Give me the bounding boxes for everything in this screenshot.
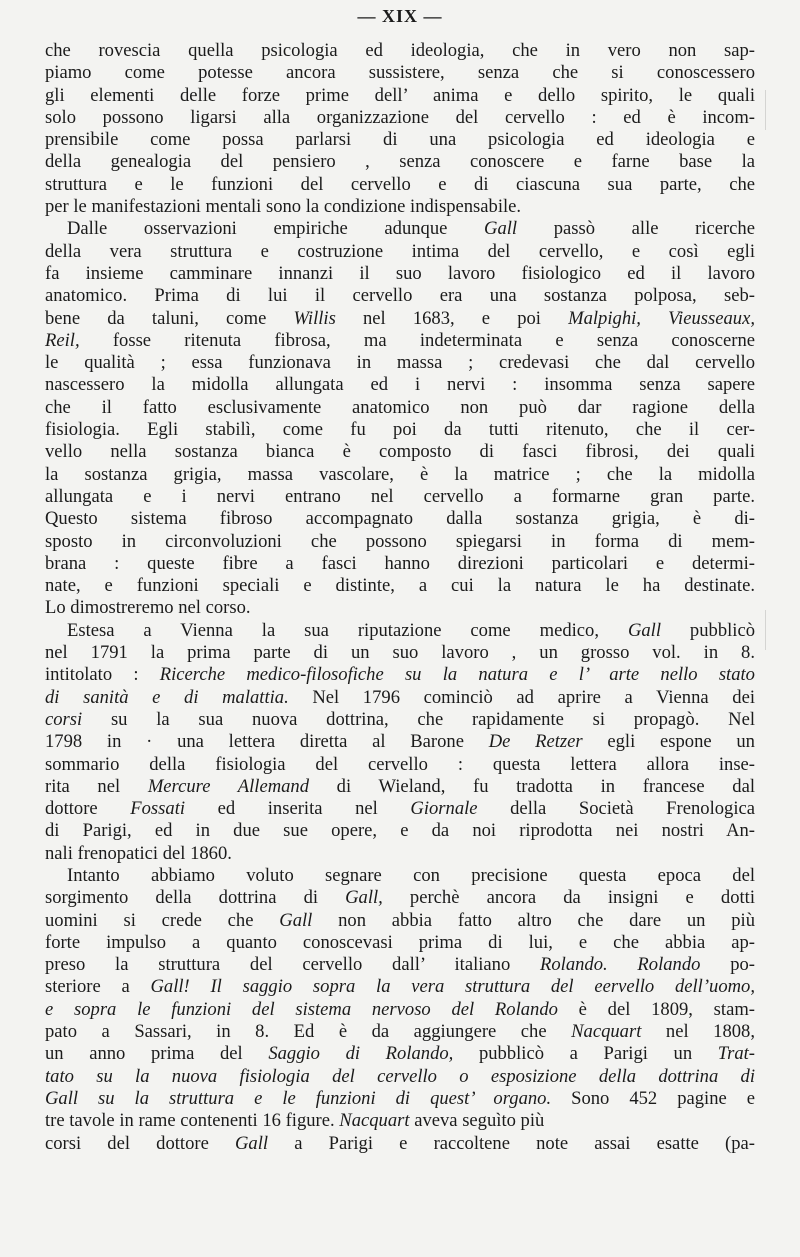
text-segment: corsi del dottore: [45, 1132, 235, 1154]
text-line: [45, 285, 755, 307]
text-line: [45, 174, 755, 196]
text-segment: nate, e funzioni speciali e distinte, a cui la natura le ha destinate.: [45, 575, 755, 597]
text-line: [45, 1043, 755, 1065]
text-line: [45, 754, 755, 776]
italic-segment: Fossati: [130, 798, 186, 820]
text-line: [45, 687, 755, 709]
text-segment: pubblicò a Parigi un: [453, 1043, 718, 1065]
text-line: [45, 1066, 755, 1088]
text-line: [45, 107, 755, 129]
text-segment: aveva seguìto più: [409, 1110, 545, 1132]
italic-segment: Nacquart: [571, 1021, 642, 1043]
italic-segment: Ricerche medico-filosofiche su la natura e l’ arte nello stato: [159, 664, 755, 686]
text-line: [45, 241, 755, 263]
text-line: [45, 397, 755, 419]
text-segment: passò alle ricerche: [517, 218, 755, 240]
text-line: [45, 798, 755, 820]
text-segment: dottore: [45, 798, 131, 820]
text-line: [45, 999, 755, 1021]
italic-segment: Gall: [627, 619, 661, 641]
text-segment: che rovescia quella psicologia ed ideologia, che in vero non sap-: [45, 40, 755, 61]
text-segment: po-: [700, 954, 755, 976]
text-segment: fosse ritenuta fibrosa, ma indeterminata e senza conoscerne: [79, 329, 755, 351]
text-segment: nascessero la midolla allungata ed i nervi : insomma senza sapere: [45, 374, 755, 396]
italic-segment: corsi: [45, 708, 83, 730]
text-line: [45, 464, 755, 486]
text-segment: brana : queste fibre a fasci hanno direzioni particolari e determi-: [45, 552, 755, 574]
text-line: [45, 85, 755, 107]
italic-segment: Gall su la struttura e le funzioni di quest’ organo.: [45, 1087, 552, 1109]
text-segment: allungata e i nervi entrano nel cervello a formarne gran parte.: [45, 485, 755, 507]
italic-segment: Mercure Allemand: [147, 775, 310, 797]
text-line: [45, 62, 755, 84]
text-line: [45, 218, 755, 240]
text-segment: è del 1809, stam-: [557, 998, 755, 1020]
text-segment: prensibile come possa parlarsi di una psicologia ed ideologia e: [45, 129, 755, 151]
text-segment: su la sua nuova dottrina, che rapidamente si propagò. Nel: [82, 708, 755, 730]
text-line: [45, 1088, 755, 1110]
text-segment: piamo come potesse ancora sussistere, senza che si conoscessero: [45, 62, 755, 84]
text-line: [45, 352, 755, 374]
text-segment: Dalle osservazioni empiriche adunque: [67, 218, 485, 240]
text-segment: forte impulso a quanto conoscevasi prima di lui, e che abbia ap-: [45, 931, 755, 953]
text-line: [45, 932, 755, 954]
italic-segment: Reil,: [45, 329, 80, 351]
text-line: [45, 1110, 755, 1132]
text-line: [45, 441, 755, 463]
italic-segment: Gall! Il saggio sopra la vera struttura del eervello dell’uomo,: [150, 976, 755, 998]
text-segment: sorgimento della dottrina di: [45, 887, 346, 909]
text-line: [45, 151, 755, 173]
text-segment: rita nel: [45, 775, 148, 797]
text-segment: Nel 1796 cominciò ad aprire a Vienna dei: [288, 686, 755, 708]
text-line: [45, 1021, 755, 1043]
body-text: [45, 40, 755, 1155]
italic-segment: Gall,: [345, 887, 383, 909]
text-segment: anatomico. Prima di lui il cervello era una sostanza polposa, seb-: [45, 285, 755, 307]
italic-segment: De Retzer: [488, 731, 583, 753]
text-line: [45, 620, 755, 642]
text-line: [45, 40, 755, 62]
text-line: [45, 531, 755, 553]
text-line: [45, 731, 755, 753]
text-segment: nel 1683, e poi: [335, 307, 569, 329]
text-segment: 1798 in · una lettera diretta al Barone: [45, 731, 489, 753]
italic-segment: Malpighi, Vieusseaux,: [568, 307, 755, 329]
italic-segment: Gall: [234, 1132, 269, 1154]
italic-segment: di sanità e di malattia.: [45, 686, 289, 708]
text-segment: vello nella sostanza bianca è composto di fasci fibrosi, dei quali: [45, 441, 755, 463]
italic-segment: Gall: [279, 909, 313, 931]
text-segment: bene da taluni, come: [45, 307, 294, 329]
text-segment: un anno prima del: [45, 1043, 269, 1065]
text-segment: fa insieme camminare innanzi il suo lavoro fisiologico ed il lavoro: [45, 262, 755, 284]
page-number: — XIX —: [357, 6, 443, 26]
text-segment: di Wieland, fu tradotta in francese dal: [309, 775, 755, 797]
text-segment: gli elementi delle forze prime dell’ anima e dello spirito, le quali: [45, 84, 755, 106]
text-line: [45, 642, 755, 664]
text-segment: della genealogia del pensiero , senza conoscere e farne base la: [45, 151, 755, 173]
text-segment: sposto in circonvoluzioni che possono spiegarsi in forma di mem-: [45, 530, 755, 552]
text-segment: Lo dimostreremo nel corso.: [45, 597, 251, 619]
text-line: [45, 419, 755, 441]
text-segment: Intanto abbiamo voluto segnare con precisione questa epoca del: [67, 864, 755, 886]
text-segment: Sono 452 pagine e: [551, 1087, 755, 1109]
text-line: [45, 709, 755, 731]
text-segment: preso la struttura del cervello dall’ italiano: [45, 954, 541, 976]
text-segment: ed inserita nel: [185, 798, 411, 820]
text-segment: Estesa a Vienna la sua riputazione come medico,: [67, 619, 628, 641]
text-segment: perchè ancora da insigni e dotti: [382, 887, 755, 909]
text-segment: della vera struttura e costruzione intima del cervello, e così egli: [45, 240, 755, 262]
text-segment: le qualità ; essa funzionava in massa ; credevasi che dal cervello: [45, 352, 755, 374]
italic-segment: tato su la nuova fisiologia del cervello o esposizione della dottrina di: [45, 1065, 755, 1087]
text-segment: nali frenopatici del 1860.: [45, 842, 232, 864]
text-segment: Questo sistema fibroso accompagnato dalla sostanza grigia, è di-: [45, 508, 755, 530]
text-segment: solo possono ligarsi alla organizzazione del cervello : ed è incom-: [45, 106, 755, 128]
text-segment: pato a Sassari, in 8. Ed è da aggiungere che: [45, 1021, 572, 1043]
text-segment: che il fatto esclusivamente anatomico non può dar ragione della: [45, 396, 755, 418]
page-edge-mark: [765, 610, 794, 650]
italic-segment: Trat-: [717, 1043, 755, 1065]
page-edge-mark: [765, 90, 794, 130]
text-line: [45, 129, 755, 151]
text-segment: pubblicò: [661, 619, 756, 641]
text-segment: della Società Frenologica: [477, 798, 755, 820]
text-segment: per le manifestazioni mentali sono la condizione indispensabile.: [45, 196, 522, 218]
text-segment: sommario della fisiologia del cervello : questa lettera allora inse-: [45, 753, 755, 775]
text-line: [45, 374, 755, 396]
text-line: [45, 910, 755, 932]
text-segment: tre tavole in rame contenenti 16 figure.: [45, 1110, 340, 1132]
text-segment: non abbia fatto altro che dare un più: [312, 909, 756, 931]
text-segment: la sostanza grigia, massa vascolare, è la matrice ; che la midolla: [45, 463, 755, 485]
text-line: [45, 508, 755, 530]
text-line: [45, 776, 755, 798]
text-segment: di Parigi, ed in due sue opere, e da noi riprodotta nei nostri An-: [45, 820, 755, 842]
text-line: [45, 820, 755, 842]
text-segment: nel 1791 la prima parte di un suo lavoro , un grosso vol. in 8.: [45, 642, 755, 664]
text-line: [45, 865, 755, 887]
text-line: [45, 263, 755, 285]
text-line: [45, 1133, 755, 1155]
text-line: [45, 575, 755, 597]
text-line: [45, 486, 755, 508]
text-line: [45, 597, 755, 619]
text-line: [45, 308, 755, 330]
italic-segment: Nacquart: [339, 1110, 410, 1132]
text-line: [45, 330, 755, 352]
text-line: [45, 664, 755, 686]
text-line: [45, 887, 755, 909]
italic-segment: Willis: [293, 307, 336, 329]
italic-segment: Giornale: [410, 798, 478, 820]
italic-segment: Rolando. Rolando: [540, 954, 701, 976]
text-line: [45, 553, 755, 575]
text-segment: a Parigi e raccoltene note assai esatte (pa-: [268, 1132, 755, 1154]
text-line: [45, 976, 755, 998]
italic-segment: Gall: [484, 218, 518, 240]
italic-segment: Saggio di Rolando,: [268, 1043, 454, 1065]
text-segment: nel 1808,: [641, 1021, 755, 1043]
italic-segment: e sopra le funzioni del sistema nervoso del Rolando: [45, 998, 558, 1020]
text-segment: struttura e le funzioni del cervello e di ciascuna sua parte, che: [45, 173, 755, 195]
text-segment: uomini si crede che: [45, 909, 280, 931]
text-line: [45, 843, 755, 865]
text-segment: fisiologia. Egli stabilì, come fu poi da tutti ritenuto, che il cer-: [45, 419, 755, 441]
text-segment: steriore a: [45, 976, 151, 998]
text-line: [45, 196, 755, 218]
text-segment: egli espone un: [582, 731, 755, 753]
text-segment: intitolato :: [45, 664, 160, 686]
text-line: [45, 954, 755, 976]
